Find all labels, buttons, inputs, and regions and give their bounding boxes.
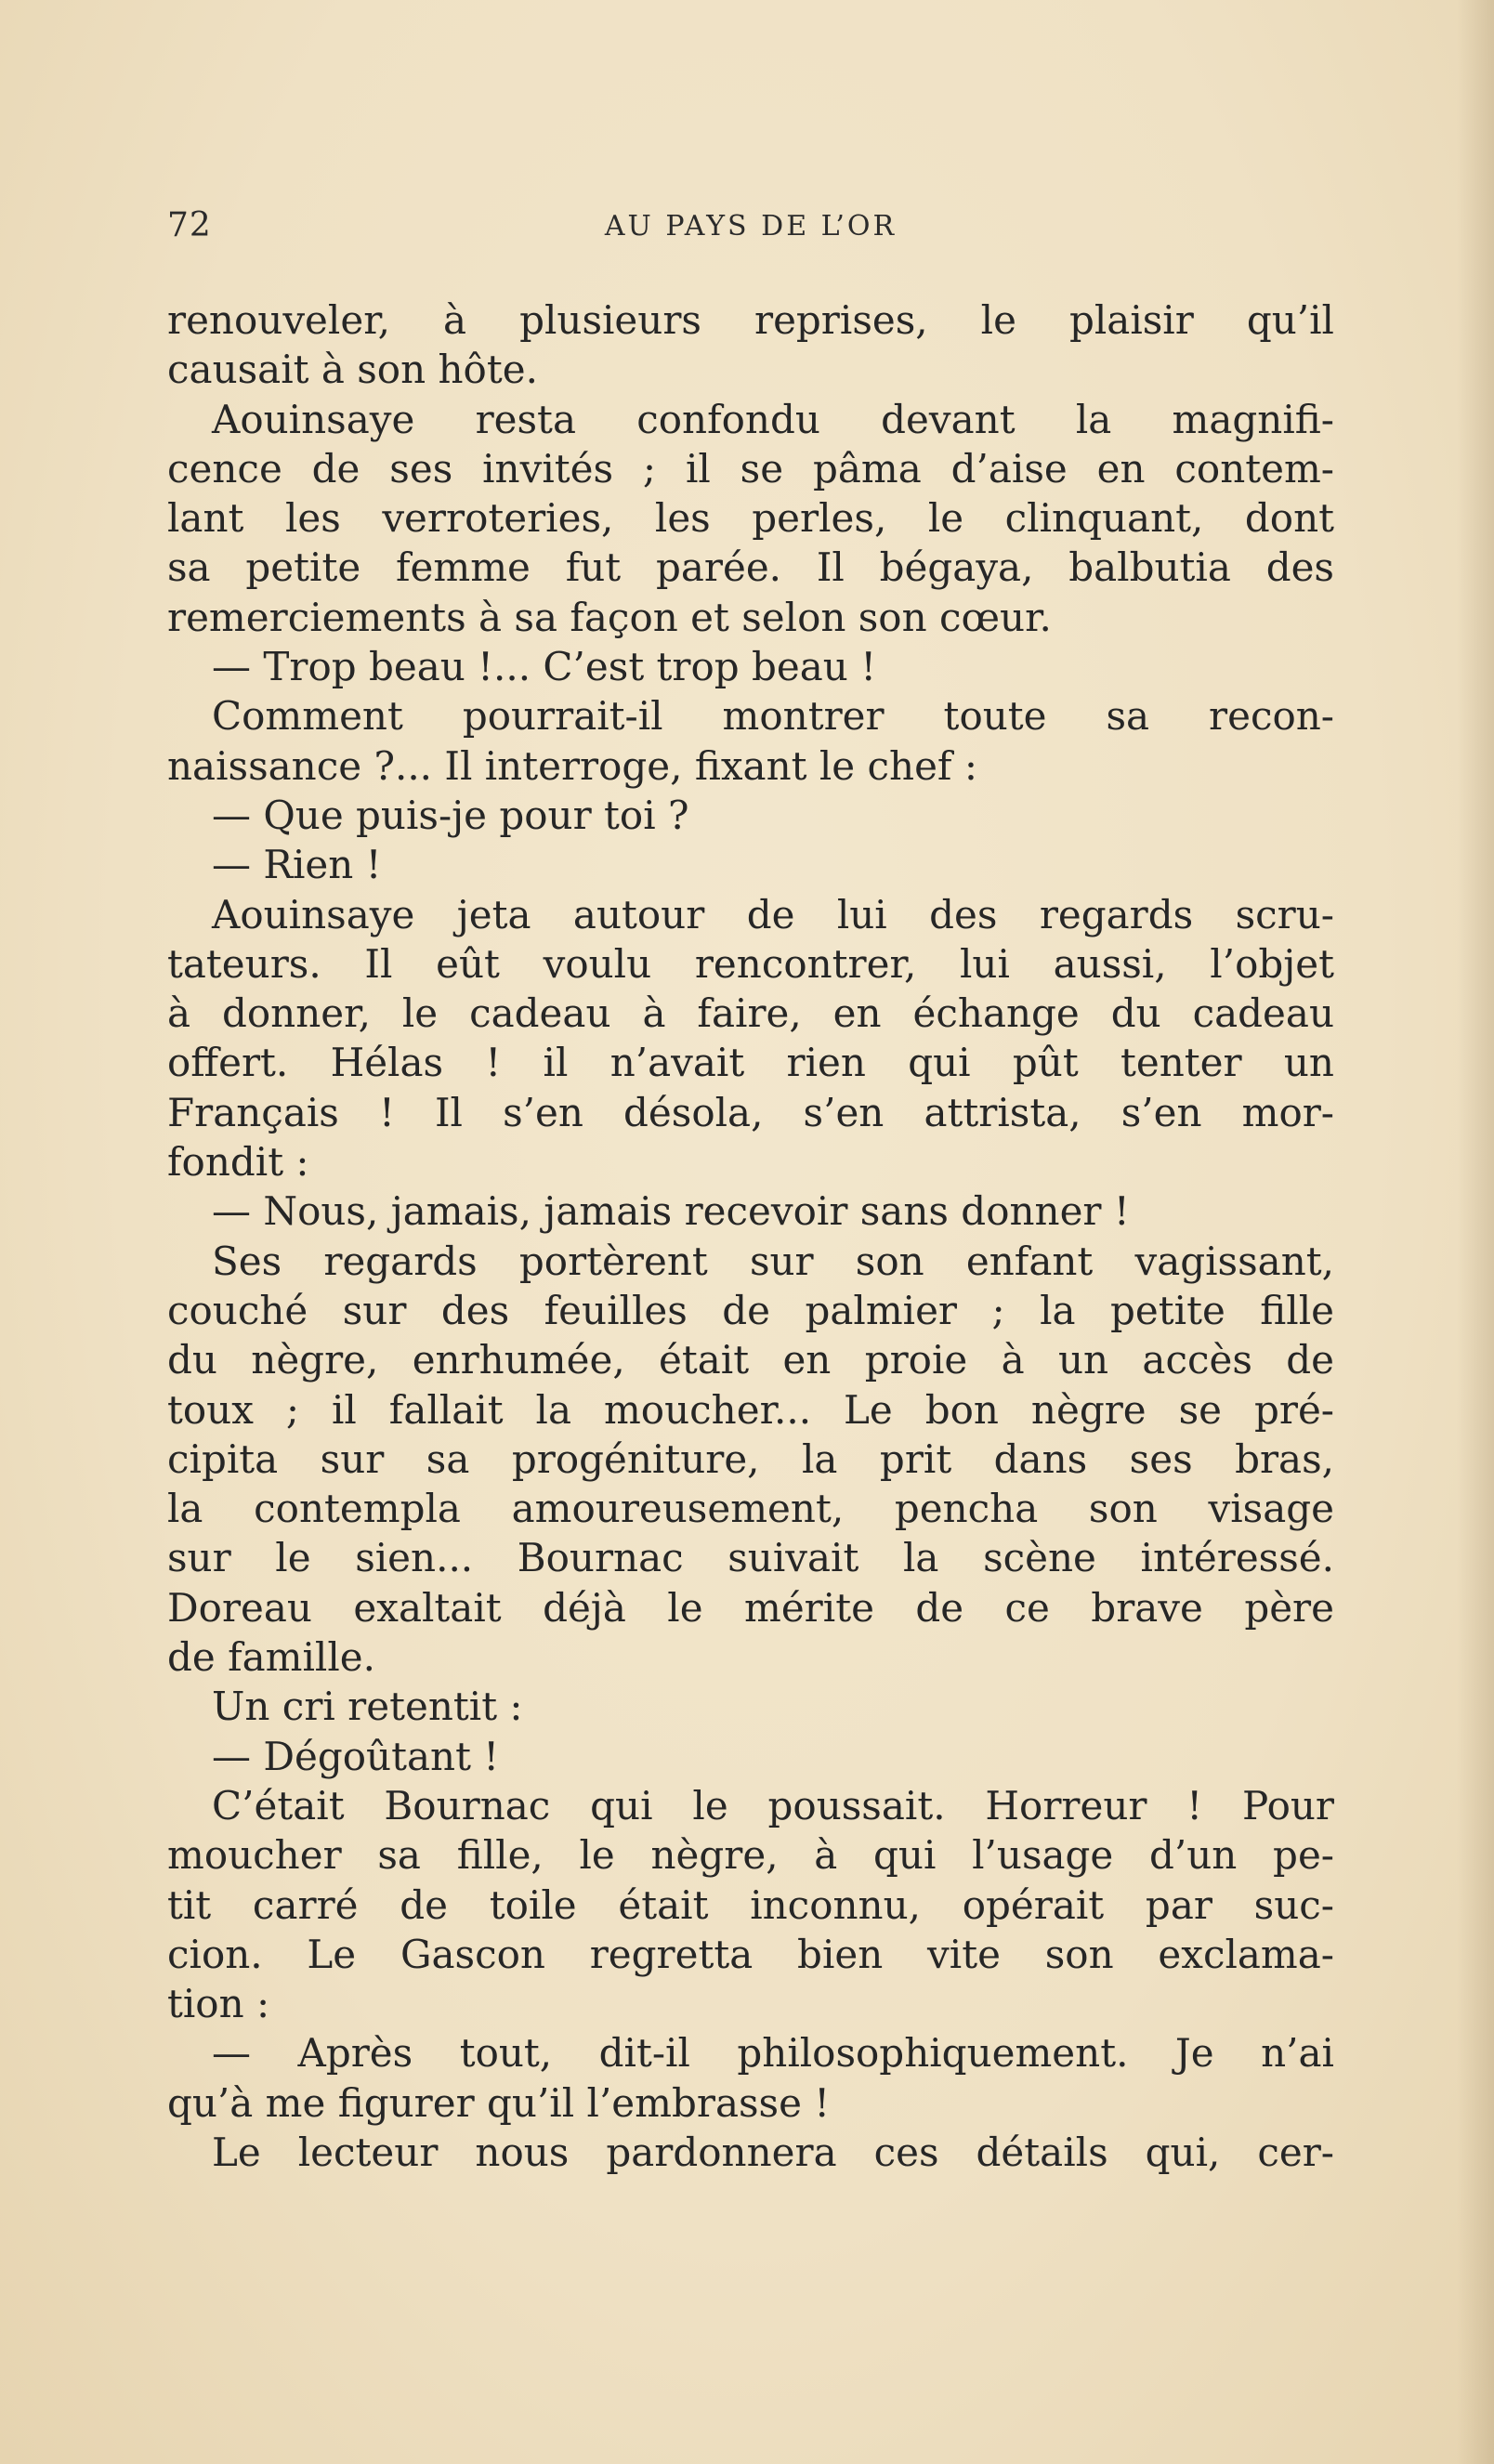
text-line: couché sur des feuilles de palmier ; la petite fille xyxy=(167,1287,1334,1333)
text-line: offert. Hélas ! il n’avait rien qui pût tenter un xyxy=(167,1040,1334,1086)
page-header xyxy=(167,206,1334,253)
text-line: Doreau exaltait déjà le mérite de ce brave père xyxy=(167,1584,1334,1631)
text-line: — Dégoûtant ! xyxy=(212,1733,500,1779)
text-line: Aouinsaye resta confondu devant la magnifi- xyxy=(212,396,1334,442)
running-title: AU PAYS DE L’OR xyxy=(604,210,898,242)
text-line: — Rien ! xyxy=(212,842,382,888)
text-line: — Après tout, dit-il philosophiquement. Je n’ai xyxy=(212,2030,1334,2077)
text-line: Comment pourrait-il montrer toute sa recon- xyxy=(212,693,1334,740)
text-line: toux ; il fallait la moucher... Le bon nègre se pré- xyxy=(167,1386,1334,1433)
text-line: remerciements à sa façon et selon son cœur. xyxy=(167,594,1052,640)
text-line: — Que puis-je pour toi ? xyxy=(212,792,689,838)
text-line: tit carré de toile était inconnu, opérait par suc- xyxy=(167,1881,1334,1928)
text-line: moucher sa fille, le nègre, à qui l’usage d’un pe- xyxy=(167,1832,1334,1879)
text-line: fondit : xyxy=(167,1139,309,1186)
text-line: qu’à me figurer qu’il l’embrasse ! xyxy=(167,2079,831,2126)
text-line: la contempla amoureusement, pencha son visage xyxy=(167,1486,1334,1532)
text-line: Ses regards portèrent sur son enfant vagissant, xyxy=(212,1238,1334,1284)
text-line: tateurs. Il eût voulu rencontrer, lui aussi, l’objet xyxy=(167,940,1334,987)
text-line: — Nous, jamais, jamais recevoir sans donner ! xyxy=(212,1188,1130,1235)
text-line: sa petite femme fut parée. Il bégaya, balbutia des xyxy=(167,544,1334,591)
text-line: renouveler, à plusieurs reprises, le plaisir qu’il xyxy=(167,297,1334,343)
text-line: — Trop beau !... C’est trop beau ! xyxy=(212,644,877,690)
text-line: Le lecteur nous pardonnera ces détails qui, cer- xyxy=(212,2129,1334,2175)
text-line: Français ! Il s’en désola, s’en attrista, s’en mor- xyxy=(167,1089,1334,1135)
text-line: à donner, le cadeau à faire, en échange du cadeau xyxy=(167,990,1334,1037)
page-edge-shadow xyxy=(1457,0,1494,2464)
text-line: causait à son hôte. xyxy=(167,347,538,393)
text-line: de famille. xyxy=(167,1634,376,1681)
text-line: tion : xyxy=(167,1981,270,2027)
text-line: Un cri retentit : xyxy=(212,1684,523,1730)
text-line: cence de ses invités ; il se pâma d’aise en contem- xyxy=(167,445,1334,491)
text-line: sur le sien... Bournac suivait la scène intéressé. xyxy=(167,1535,1334,1581)
text-line: lant les verroteries, les perles, le clinquant, dont xyxy=(167,495,1334,542)
page-number: 72 xyxy=(167,206,212,244)
text-line: C’était Bournac qui le poussait. Horreur ! Pour xyxy=(212,1782,1334,1828)
text-line: du nègre, enrhumée, était en proie à un accès de xyxy=(167,1337,1334,1383)
text-line: cipita sur sa progéniture, la prit dans ses bras, xyxy=(167,1435,1334,1482)
text-line: naissance ?... Il interroge, fixant le chef : xyxy=(167,742,977,789)
body-text xyxy=(167,295,1334,2177)
text-line: Aouinsaye jeta autour de lui des regards scru- xyxy=(212,891,1334,937)
text-line: cion. Le Gascon regretta bien vite son exclama- xyxy=(167,1931,1334,1977)
